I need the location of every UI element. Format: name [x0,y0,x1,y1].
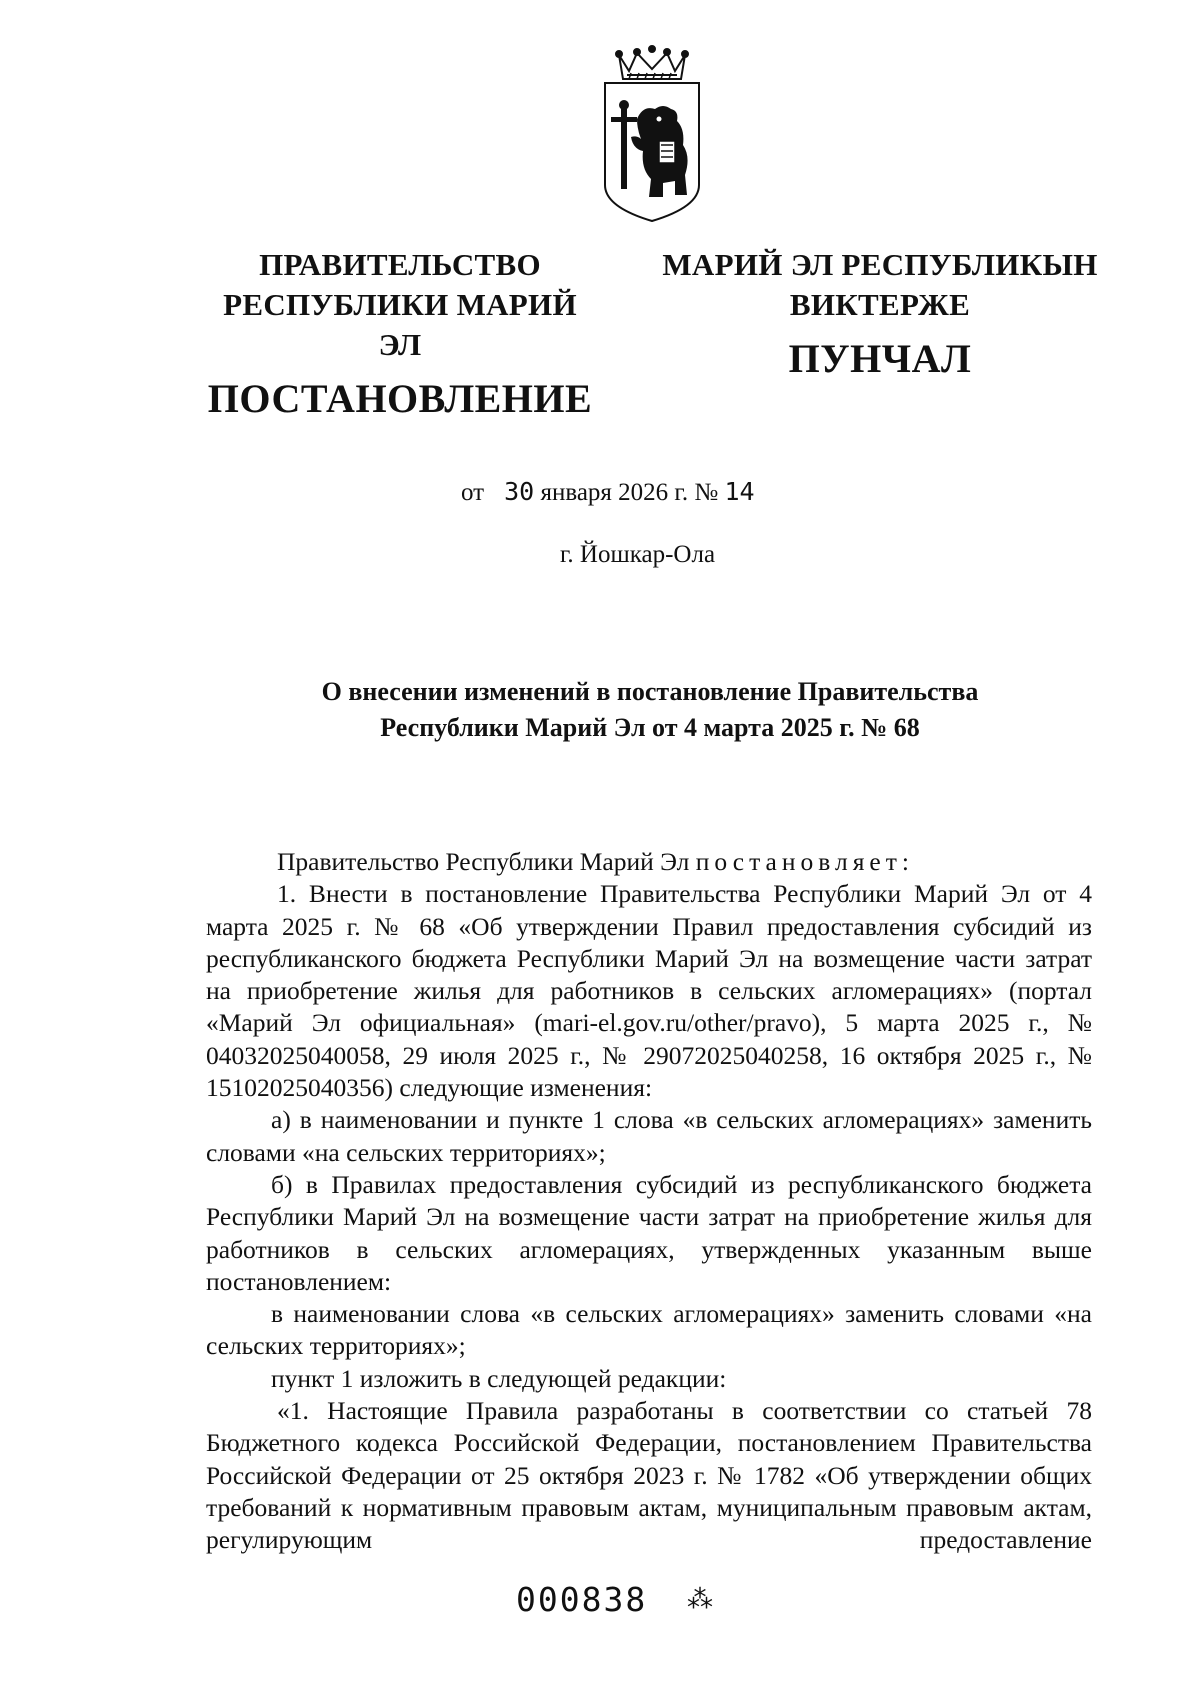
intro-prefix: Правительство Республики Марий Эл [277,847,690,876]
intro-decree-word: постановляет: [695,847,914,876]
subject-line-1: О внесении изменений в постановление Правительства [321,677,979,706]
document-number: 14 [724,477,755,506]
paragraph-a: а) в наименовании и пункте 1 слова «в сельских агломерациях» заменить словами «на сельских территориях»; [206,1105,1092,1167]
org-name-mari-line-1: МАРИЙ ЭЛ РЕСПУБЛИКЫН [662,247,1098,282]
org-name-mari-line-2: ВИКТЕРЖЕ [789,287,971,322]
document-subject [200,674,1100,746]
header-left [200,245,600,425]
crown-icon [616,46,688,79]
intro-paragraph [206,846,1092,878]
document-type-title: ПОСТАНОВЛЕНИЕ [207,376,593,421]
date-day: 30 [504,477,535,506]
subject-line-2: Республики Марий Эл от 4 марта 2025 г. № 68 [380,713,920,742]
form-serial-number: 000838 [516,1580,648,1619]
document-type-title-mari: ПУНЧАЛ [788,336,972,381]
paragraph-point-1-intro: пункт 1 изложить в следующей редакции: [271,1363,727,1393]
date-prefix: от [461,479,485,506]
paragraph-new-point-1: «1. Настоящие Правила разработаны в соответствии со статьей 78 Бюджетного кодекса Российской Федерации, постановлением Правительства Российской Федерации от 25 октября 2023 г. № 1782 «Об утверждении общих требований к нормативным правовым актам, муниципальным правовым актам, регулирующим предоставление [206,1396,1092,1555]
document-body [206,846,1092,1557]
org-name-line-2: РЕСПУБЛИКИ МАРИЙ ЭЛ [223,287,577,362]
coat-of-arms-icon [597,45,707,225]
org-name-line-1: ПРАВИТЕЛЬСТВО [259,247,541,282]
header-right [660,245,1100,385]
star-mark-icon: ⁂ [687,1585,713,1615]
paragraph-1: 1. Внести в постановление Правительства Республики Марий Эл от 4 марта 2025 г. № 68 «Об утверждении Правил предоставления субсидий из республиканского бюджета Республики Марий Эл на возмещение части затрат на приобретение жилья для работников в сельских агломерациях» (портал «Марий Эл официальная» (mari-el.gov.ru/other/pravo), 5 марта 2025 г., № 04032025040058, 29 июля 2025 г., № 29072025040258, 16 октября 2025 г., № 15102025040356) следующие изменения: [206,879,1092,1103]
document-date-number [461,476,755,509]
date-rest: января 2026 г. № [540,479,719,506]
document-city: г. Йошкар-Ола [560,541,716,568]
paragraph-name-change: в наименовании слова «в сельских агломерациях» заменить словами «на сельских территориях»; [206,1299,1092,1361]
paragraph-b: б) в Правилах предоставления субсидий из республиканского бюджета Республики Марий Эл на возмещение части затрат на приобретение жилья для работников в сельских агломерациях, утвержденных указанным выше постановлением: [206,1169,1092,1296]
